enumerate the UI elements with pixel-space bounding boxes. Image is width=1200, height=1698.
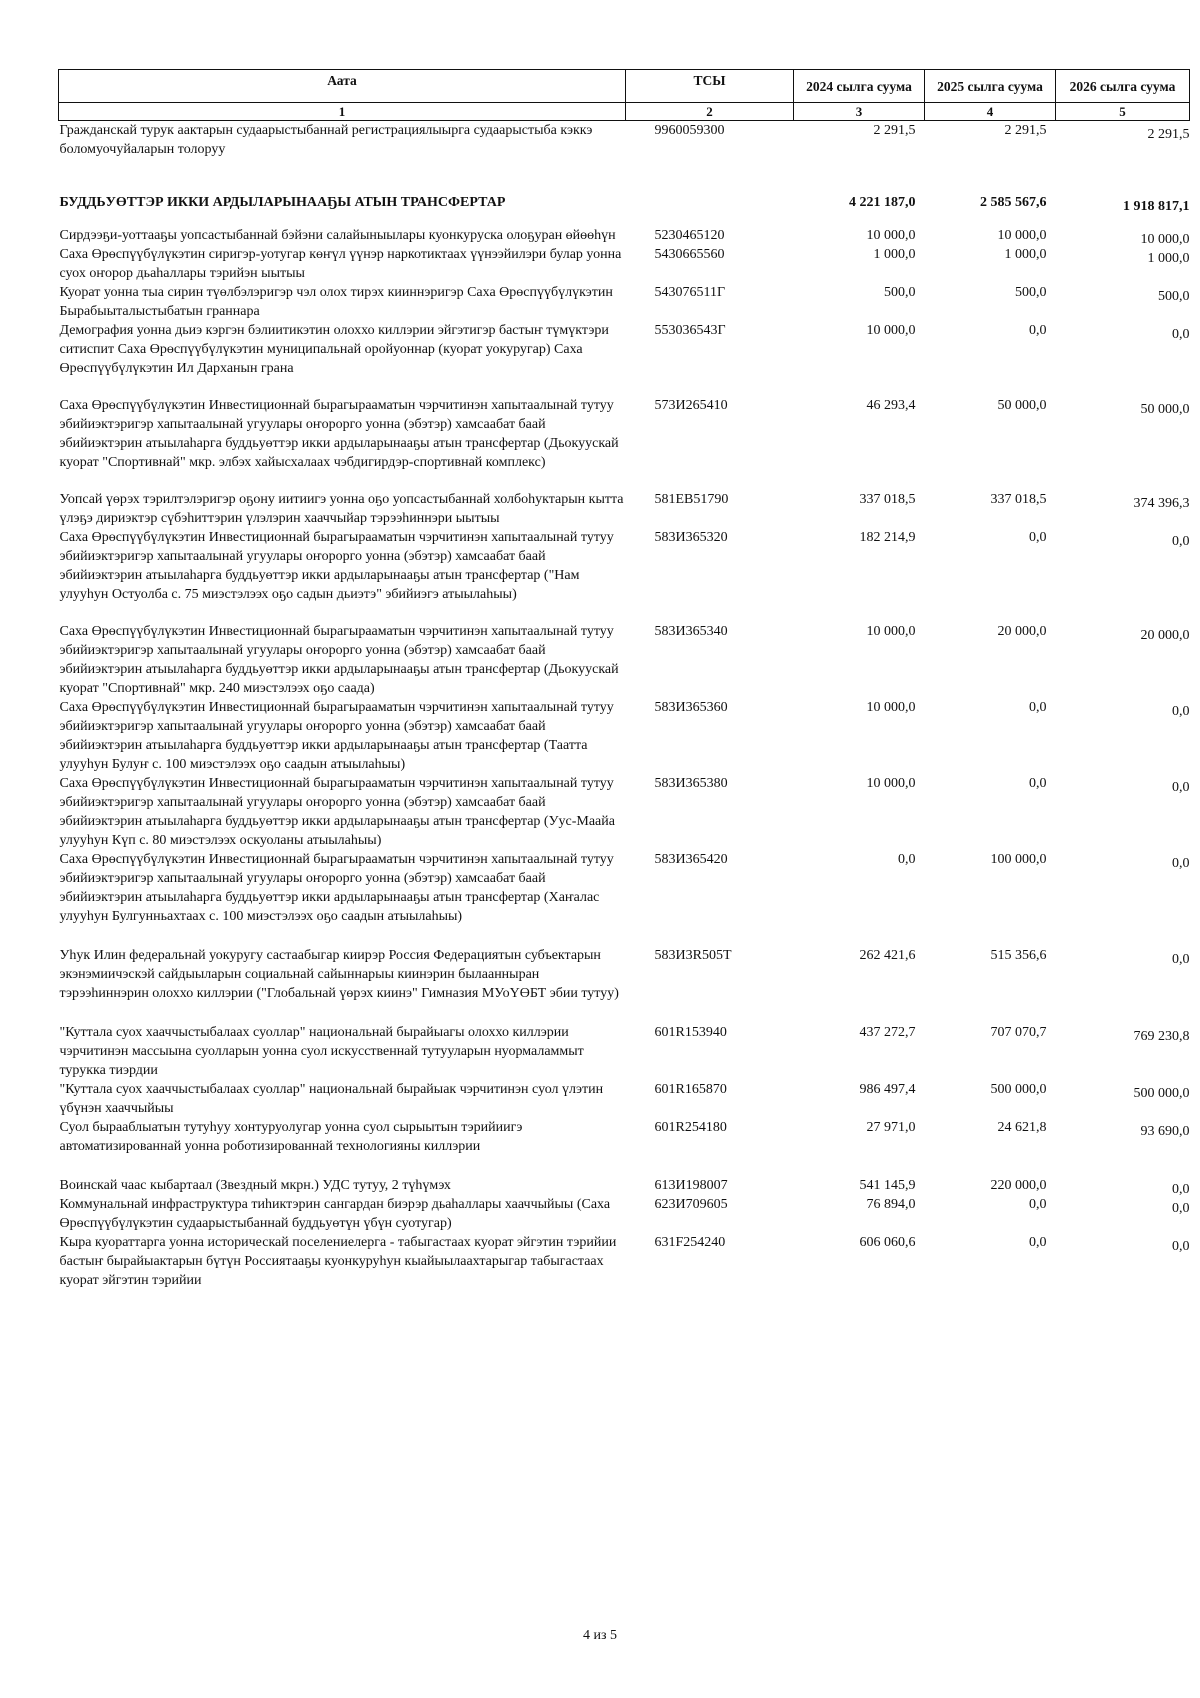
row-value-2026-text: 0,0	[1172, 780, 1190, 795]
row-code	[626, 193, 794, 226]
header-name: Аата	[59, 70, 626, 103]
row-value-2025: 2 291,5	[1004, 123, 1047, 138]
row-value-2024: 337 018,5	[859, 492, 916, 507]
table-row	[59, 396, 1190, 490]
table-row	[59, 193, 1190, 226]
row-code: 581ЕВ51790	[654, 492, 729, 507]
row-value-2024: 606 060,6	[859, 1235, 916, 1250]
table-body	[59, 121, 1190, 1291]
row-value-2026	[1056, 622, 1190, 698]
row-name: Сирдээҕи-уоттааҕы уопсастыбаннай бэйэни салайыныылары куонкуруска олоҕуран өйөөһүн	[59, 228, 616, 243]
row-name: Коммунальнай инфраструктура тиһиктэрин сангардан биэрэр дьаһаллары хааччыйыы (Саха Өрөспүүбүлүкэтин судаарыстыбаннай буддьуөтүн үбүн суотугар)	[59, 1197, 611, 1231]
row-code: 601R165870	[654, 1082, 727, 1097]
row-value-2026	[1056, 528, 1190, 622]
row-value-2024: 10 000,0	[866, 700, 916, 715]
budget-table	[58, 69, 1190, 1290]
row-value-2026-text: 50 000,0	[1140, 402, 1190, 417]
row-value-2026	[1056, 490, 1190, 528]
table-row	[59, 1080, 1190, 1118]
row-name: Уһук Илин федеральнай уокуругу састаабыгар киирэр Россия Федерациятын субъектарын экэнэмиичэскэй сайдыыларын социальнай сайыннарыы киинэрин былаанныран тэрээһиннэрин олоххо киллэрии ("Глобальнай үөрэх киинэ" Гимназия МУоҮӨБТ эбии тутуу)	[59, 948, 619, 1001]
header-code: ТСЫ	[626, 70, 794, 103]
table-row	[59, 1023, 1190, 1080]
row-code: 583И3R505Т	[654, 948, 732, 963]
row-value-2024: 182 214,9	[859, 530, 916, 545]
table-row	[59, 528, 1190, 622]
table-row	[59, 226, 1190, 245]
row-name: Кыра куораттарга уонна историческай поселениелерга - табыгастаах куорат эйгэтин тэрийии бастыҥ бырайыактарын бүтүн Россиятааҕы куонкуруһун кыайыылаахтарыгар табыгастаах куорат эйгэтин тэрийии	[59, 1235, 617, 1288]
row-value-2024: 27 971,0	[866, 1120, 916, 1135]
header-2025: 2025 сылга суума	[925, 70, 1056, 103]
table-row	[59, 121, 1190, 194]
row-value-2026	[1056, 1023, 1190, 1080]
table-row	[59, 1176, 1190, 1195]
row-value-2025: 0,0	[1029, 530, 1047, 545]
row-code: 601R153940	[654, 1025, 727, 1040]
row-value-2025: 24 621,8	[997, 1120, 1047, 1135]
row-value-2026	[1056, 226, 1190, 245]
row-value-2026	[1056, 1176, 1190, 1195]
row-value-2026-text: 374 396,3	[1133, 496, 1190, 511]
row-value-2024: 437 272,7	[859, 1025, 916, 1040]
row-value-2026-text: 769 230,8	[1133, 1029, 1190, 1044]
table-row	[59, 1233, 1190, 1290]
table-header	[59, 70, 1190, 121]
table-row	[59, 698, 1190, 774]
row-value-2024: 76 894,0	[866, 1197, 916, 1212]
row-code: 631F254240	[654, 1235, 726, 1250]
row-value-2024: 4 221 187,0	[849, 195, 916, 210]
row-value-2026	[1056, 193, 1190, 226]
row-value-2024: 1 000,0	[873, 247, 916, 262]
row-value-2026	[1056, 946, 1190, 1023]
row-code: 553036543Г	[654, 323, 726, 338]
row-value-2026-text: 0,0	[1172, 534, 1190, 549]
row-value-2026-text: 500,0	[1158, 289, 1190, 304]
row-code: 583И365340	[654, 624, 728, 639]
row-code: 573И265410	[654, 398, 728, 413]
row-value-2026	[1056, 121, 1190, 194]
row-value-2025: 500 000,0	[990, 1082, 1047, 1097]
row-name: Саха Өрөспүүбүлүкэтин Инвестиционнай бырагырааматын чэрчитинэн хапытаалынай тутуу эбийиэктэригэр хапытаалынай угуулары оҥорорго уонна (эбэтэр) хамсаабат баай эбийиэктэрин атыылаһарга буддьуөттэр икки ардыларынааҕы атын трансфертар (Хаҥалас улууһун Булгунньахтаах с. 100 миэстэлээх оҕо саадын атыылаһыы)	[59, 852, 614, 924]
row-value-2025: 100 000,0	[990, 852, 1047, 867]
row-code: 583И365320	[654, 530, 728, 545]
row-name: Саха Өрөспүүбүлүкэтин Инвестиционнай бырагырааматын чэрчитинэн хапытаалынай тутуу эбийиэктэригэр хапытаалынай угуулары оҥорорго уонна (эбэтэр) хамсаабат баай эбийиэктэрин атыылаһарга буддьуөттэр икки ардыларынааҕы атын трансфертар (Дьокуускай куорат "Спортивнай" мкр. 240 миэстэлээх оҕо саада)	[59, 624, 619, 696]
table-row	[59, 283, 1190, 321]
row-value-2026	[1056, 283, 1190, 321]
row-value-2026-text: 0,0	[1172, 952, 1190, 967]
row-value-2026-text: 1 918 817,1	[1123, 199, 1190, 214]
row-value-2024: 986 497,4	[859, 1082, 916, 1097]
row-value-2025: 0,0	[1029, 700, 1047, 715]
row-code: 583И365420	[654, 852, 728, 867]
col-number: 4	[925, 103, 1056, 121]
row-name: Демография уонна дьиэ кэргэн бэлиитикэтин олоххо киллэрии эйгэтигэр бастыҥ түмүктэри ситиспит Саха Өрөспүүбүлүкэтин муниципальнай оройуоннар (куорат уокуругар) Саха Өрөспүүбүлүкэтин Ил Дарханын грана	[59, 323, 609, 376]
table-row	[59, 946, 1190, 1023]
row-value-2026	[1056, 698, 1190, 774]
row-value-2025: 1 000,0	[1004, 247, 1047, 262]
table-row	[59, 850, 1190, 946]
row-name: Саха Өрөспүүбүлүкэтин Инвестиционнай бырагырааматын чэрчитинэн хапытаалынай тутуу эбийиэктэригэр хапытаалынай угуулары оҥорорго уонна (эбэтэр) хамсаабат баай эбийиэктэрин атыылаһарга буддьуөттэр икки ардыларынааҕы атын трансфертар ("Нам улууһун Остуолба с. 75 миэстэлээх оҕо садын дьиэтэ" эбийиэгэ атыылаһыы)	[59, 530, 614, 602]
row-name: Саха Өрөспүүбүлүкэтин Инвестиционнай бырагырааматын чэрчитинэн хапытаалынай тутуу эбийиэктэригэр хапытаалынай угуулары оҥорорго уонна (эбэтэр) хамсаабат баай эбийиэктэрин атыылаһарга буддьуөттэр икки ардыларынааҕы атын трансфертар (Уус-Маайа улууһун Күп с. 80 миэстэлээх оскуоланы атыылаһыы)	[59, 776, 615, 848]
row-value-2024: 0,0	[898, 852, 916, 867]
row-name: "Куттала суох хааччыстыбалаах суоллар" национальнай бырайыак чэрчитинэн суол үлэтин үбүнэн хааччыйыы	[59, 1082, 604, 1116]
row-value-2025: 2 585 567,6	[980, 195, 1047, 210]
row-value-2025: 10 000,0	[997, 228, 1047, 243]
table-row	[59, 774, 1190, 850]
row-value-2025: 0,0	[1029, 776, 1047, 791]
row-value-2026-text: 10 000,0	[1140, 232, 1190, 247]
row-value-2026-text: 0,0	[1172, 1201, 1190, 1216]
row-value-2024: 10 000,0	[866, 624, 916, 639]
row-value-2025: 515 356,6	[990, 948, 1047, 963]
row-value-2026-text: 0,0	[1172, 1239, 1190, 1254]
row-value-2026	[1056, 1233, 1190, 1290]
row-value-2026	[1056, 774, 1190, 850]
row-value-2026	[1056, 245, 1190, 283]
row-code: 613И198007	[654, 1178, 728, 1193]
row-value-2024: 2 291,5	[873, 123, 916, 138]
row-name: Куорат уонна тыа сирин түөлбэлэригэр чэл олох тирэх кииннэригэр Саха Өрөспүүбүлүкэтин Бырабыыталыстыбатын граннара	[59, 285, 613, 319]
row-code: 5230465120	[654, 228, 725, 243]
row-value-2025: 0,0	[1029, 1235, 1047, 1250]
row-code: 583И365360	[654, 700, 728, 715]
row-name: "Куттала суох хааччыстыбалаах суоллар" национальнай бырайыагы олоххо киллэрии чэрчитинэн массыына суолларын уонна суол искусственнай тутууларын нуормаламмыт турукка тиэрдии	[59, 1025, 584, 1078]
row-value-2025: 0,0	[1029, 1197, 1047, 1212]
row-value-2024: 500,0	[884, 285, 916, 300]
row-value-2026-text: 0,0	[1172, 1182, 1190, 1197]
row-value-2026-text: 0,0	[1172, 856, 1190, 871]
table-row	[59, 321, 1190, 396]
row-name: Суол бырааблыатын тутуһуу хонтуруолугар уонна суол сырыытын тэрийиигэ автоматизированнай уонна роботизированнай технологияны киллэрии	[59, 1120, 523, 1154]
col-number: 5	[1056, 103, 1190, 121]
row-value-2026-text: 93 690,0	[1140, 1124, 1190, 1139]
row-name: Уопсай үөрэх тэрилтэлэригэр оҕону иитиигэ уонна оҕо уопсастыбаннай холбоһуктарын кытта үлэҕэ дириэктэр сүбэһиттэрин үлэлэрин хааччыйар тэрээһиннэри ыытыы	[59, 492, 624, 526]
row-value-2025: 20 000,0	[997, 624, 1047, 639]
row-value-2024: 10 000,0	[866, 323, 916, 338]
row-code: 623И709605	[654, 1197, 728, 1212]
row-code: 583И365380	[654, 776, 728, 791]
table-row	[59, 490, 1190, 528]
table-row	[59, 245, 1190, 283]
table-row	[59, 1118, 1190, 1176]
row-name: Саха Өрөспүүбүлүкэтин Инвестиционнай бырагырааматын чэрчитинэн хапытаалынай тутуу эбийиэктэригэр хапытаалынай угуулары оҥорорго уонна (эбэтэр) хамсаабат баай эбийиэктэрин атыылаһарга буддьуөттэр икки ардыларынааҕы атын трансфертар (Дьокуускай куорат "Спортивнай" мкр. элбэх хайысхалаах чэбдигирдэр-спортивнай комплекс)	[59, 398, 619, 470]
row-value-2026	[1056, 1118, 1190, 1176]
row-value-2026-text: 500 000,0	[1133, 1086, 1190, 1101]
row-value-2025: 500,0	[1015, 285, 1047, 300]
row-name: Гражданскай турук аактарын судаарыстыбаннай регистрациялыырга судаарыстыба кэккэ боломуочуйаларын толоруу	[59, 123, 593, 157]
row-value-2024: 10 000,0	[866, 776, 916, 791]
row-code: 601R254180	[654, 1120, 727, 1135]
row-value-2026-text: 2 291,5	[1147, 127, 1190, 142]
row-value-2025: 50 000,0	[997, 398, 1047, 413]
page-number: 4 из 5	[582, 1628, 618, 1643]
row-value-2026	[1056, 850, 1190, 946]
col-number: 1	[59, 103, 626, 121]
header-2026: 2026 сылга суума	[1056, 70, 1190, 103]
row-value-2025: 337 018,5	[990, 492, 1047, 507]
row-value-2026	[1056, 321, 1190, 396]
header-2024: 2024 сылга суума	[794, 70, 925, 103]
col-number: 3	[794, 103, 925, 121]
row-value-2026-text: 1 000,0	[1147, 251, 1190, 266]
row-value-2025: 220 000,0	[990, 1178, 1047, 1193]
row-value-2026	[1056, 396, 1190, 490]
row-value-2026-text: 20 000,0	[1140, 628, 1190, 643]
row-value-2024: 262 421,6	[859, 948, 916, 963]
row-value-2026	[1056, 1080, 1190, 1118]
row-name: БУДДЬУӨТТЭР ИККИ АРДЫЛАРЫНААҔЫ АТЫН ТРАНСФЕРТАР	[59, 195, 506, 210]
col-number: 2	[626, 103, 794, 121]
row-code: 543076511Г	[654, 285, 726, 300]
row-code: 5430665560	[654, 247, 725, 262]
row-value-2024: 46 293,4	[866, 398, 916, 413]
row-value-2026-text: 0,0	[1172, 327, 1190, 342]
row-value-2025: 0,0	[1029, 323, 1047, 338]
row-name: Воинскай чаас кыбартаал (Звездный мкрн.) УДС тутуу, 2 түһүмэх	[59, 1178, 451, 1193]
table-row	[59, 622, 1190, 698]
row-name: Саха Өрөспүүбүлүкэтин сиригэр-уотугар көҥүл үүнэр наркотиктаах үүнээйилэри булар уонна суох оҥорор дьаһаллары тэрийэн ыытыы	[59, 247, 622, 281]
row-value-2024: 10 000,0	[866, 228, 916, 243]
row-value-2024: 541 145,9	[859, 1178, 916, 1193]
row-value-2025: 707 070,7	[990, 1025, 1047, 1040]
row-value-2026	[1056, 1195, 1190, 1233]
table-row	[59, 1195, 1190, 1233]
row-value-2026-text: 0,0	[1172, 704, 1190, 719]
row-code: 9960059300	[654, 123, 725, 138]
row-name: Саха Өрөспүүбүлүкэтин Инвестиционнай бырагырааматын чэрчитинэн хапытаалынай тутуу эбийиэктэригэр хапытаалынай угуулары оҥорорго уонна (эбэтэр) хамсаабат баай эбийиэктэрин атыылаһарга буддьуөттэр икки ардыларынааҕы атын трансфертар (Таатта улууһун Булуҥ с. 100 миэстэлээх оҕо саадын атыылаһыы)	[59, 700, 614, 772]
